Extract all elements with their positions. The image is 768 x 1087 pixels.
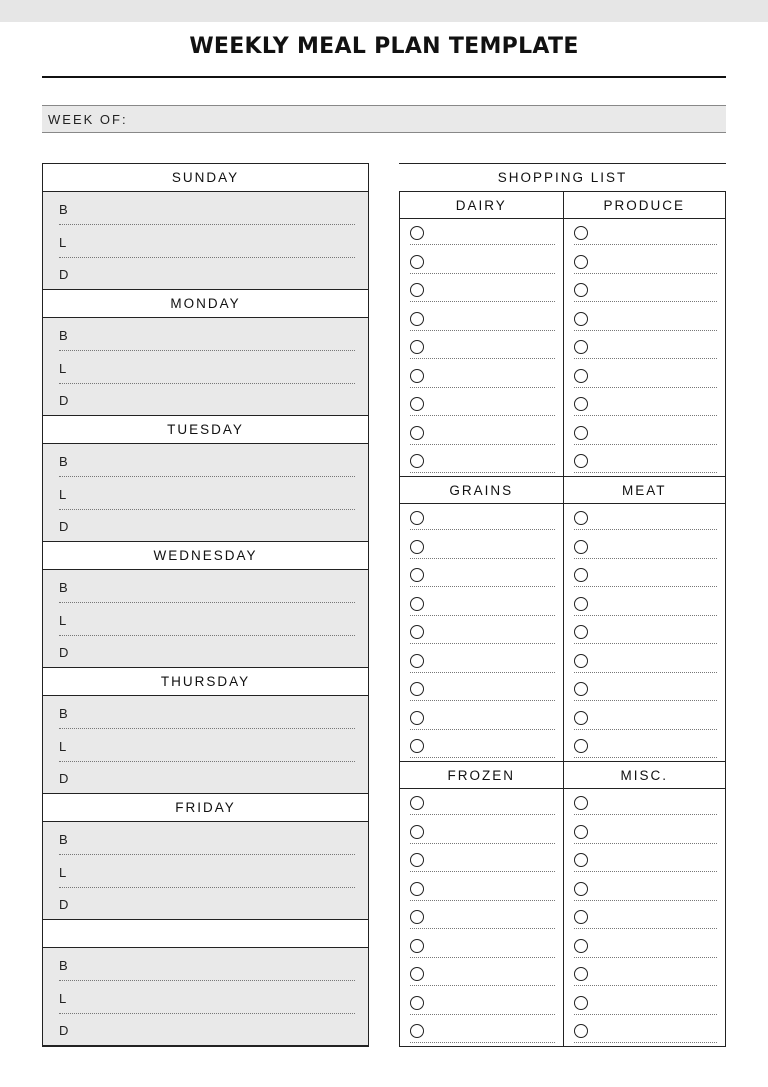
list-item[interactable] xyxy=(400,794,563,823)
empty-checkbox-circle-icon[interactable] xyxy=(410,255,424,269)
empty-checkbox-circle-icon[interactable] xyxy=(574,597,588,611)
writing-line[interactable] xyxy=(410,558,555,559)
empty-checkbox-circle-icon[interactable] xyxy=(410,597,424,611)
list-item[interactable] xyxy=(564,994,726,1023)
list-item[interactable] xyxy=(564,452,726,481)
list-item[interactable] xyxy=(564,1022,726,1051)
empty-checkbox-circle-icon[interactable] xyxy=(410,910,424,924)
empty-checkbox-circle-icon[interactable] xyxy=(574,825,588,839)
empty-checkbox-circle-icon[interactable] xyxy=(574,967,588,981)
category-column xyxy=(563,191,726,476)
writing-line[interactable] xyxy=(410,757,555,758)
writing-line[interactable] xyxy=(410,586,555,587)
writing-line[interactable] xyxy=(574,814,718,815)
writing-line[interactable] xyxy=(574,957,718,958)
list-item[interactable] xyxy=(564,851,726,880)
empty-checkbox-circle-icon[interactable] xyxy=(410,454,424,468)
empty-checkbox-circle-icon[interactable] xyxy=(410,739,424,753)
writing-line[interactable] xyxy=(410,244,555,245)
writing-line[interactable] xyxy=(59,635,355,636)
writing-line[interactable] xyxy=(410,985,555,986)
list-item[interactable] xyxy=(564,395,726,424)
writing-line[interactable] xyxy=(574,586,718,587)
list-item[interactable] xyxy=(564,680,726,709)
writing-line[interactable] xyxy=(59,602,355,603)
day-meals[interactable] xyxy=(42,821,369,919)
meal-label-breakfast: B xyxy=(59,706,68,721)
writing-line[interactable] xyxy=(574,558,718,559)
writing-line[interactable] xyxy=(574,387,718,388)
meal-label-dinner: D xyxy=(59,771,69,786)
meal-label-dinner: D xyxy=(59,519,69,534)
writing-line[interactable] xyxy=(59,509,355,510)
list-item[interactable] xyxy=(400,509,563,538)
empty-checkbox-circle-icon[interactable] xyxy=(410,369,424,383)
category-header: MEAT xyxy=(564,476,726,504)
list-item[interactable] xyxy=(400,310,563,339)
empty-checkbox-circle-icon[interactable] xyxy=(410,340,424,354)
meal-label-lunch: L xyxy=(59,739,67,754)
meal-label-lunch: L xyxy=(59,235,67,250)
day-section xyxy=(42,919,369,1045)
day-name: TUESDAY xyxy=(42,415,369,443)
day-name: WEDNESDAY xyxy=(42,541,369,569)
list-item[interactable] xyxy=(564,281,726,310)
list-item[interactable] xyxy=(400,994,563,1023)
empty-checkbox-circle-icon[interactable] xyxy=(574,226,588,240)
day-name: THURSDAY xyxy=(42,667,369,695)
empty-checkbox-circle-icon[interactable] xyxy=(410,996,424,1010)
list-item[interactable] xyxy=(400,680,563,709)
empty-checkbox-circle-icon[interactable] xyxy=(410,711,424,725)
category-items xyxy=(400,789,563,1046)
writing-line[interactable] xyxy=(410,643,555,644)
meal-label-dinner: D xyxy=(59,267,69,282)
writing-line[interactable] xyxy=(574,643,718,644)
list-item[interactable] xyxy=(564,652,726,681)
list-item[interactable] xyxy=(400,1022,563,1051)
list-item[interactable] xyxy=(564,566,726,595)
writing-line[interactable] xyxy=(410,957,555,958)
day-meals[interactable] xyxy=(42,443,369,541)
writing-line[interactable] xyxy=(59,476,355,477)
writing-line[interactable] xyxy=(410,843,555,844)
empty-checkbox-circle-icon[interactable] xyxy=(574,1024,588,1038)
writing-line[interactable] xyxy=(574,444,718,445)
writing-line[interactable] xyxy=(59,350,355,351)
meal-label-lunch: L xyxy=(59,361,67,376)
writing-line[interactable] xyxy=(410,273,555,274)
list-item[interactable] xyxy=(564,367,726,396)
meal-label-dinner: D xyxy=(59,645,69,660)
empty-checkbox-circle-icon[interactable] xyxy=(574,682,588,696)
writing-line[interactable] xyxy=(574,757,718,758)
list-item[interactable] xyxy=(400,623,563,652)
meal-label-lunch: L xyxy=(59,487,67,502)
empty-checkbox-circle-icon[interactable] xyxy=(574,910,588,924)
empty-checkbox-circle-icon[interactable] xyxy=(410,397,424,411)
week-of-field[interactable] xyxy=(42,105,726,133)
list-item[interactable] xyxy=(400,965,563,994)
day-name: SUNDAY xyxy=(42,163,369,191)
writing-line[interactable] xyxy=(410,330,555,331)
list-item[interactable] xyxy=(564,737,726,766)
empty-checkbox-circle-icon[interactable] xyxy=(410,283,424,297)
writing-line[interactable] xyxy=(574,301,718,302)
empty-checkbox-circle-icon[interactable] xyxy=(410,682,424,696)
list-item[interactable] xyxy=(400,395,563,424)
list-item[interactable] xyxy=(564,509,726,538)
empty-checkbox-circle-icon[interactable] xyxy=(574,996,588,1010)
empty-checkbox-circle-icon[interactable] xyxy=(574,796,588,810)
list-item[interactable] xyxy=(400,538,563,567)
empty-checkbox-circle-icon[interactable] xyxy=(410,1024,424,1038)
writing-line[interactable] xyxy=(574,529,718,530)
writing-line[interactable] xyxy=(410,615,555,616)
writing-line[interactable] xyxy=(410,928,555,929)
writing-line[interactable] xyxy=(574,244,718,245)
meal-label-dinner: D xyxy=(59,897,69,912)
empty-checkbox-circle-icon[interactable] xyxy=(574,511,588,525)
empty-checkbox-circle-icon[interactable] xyxy=(410,426,424,440)
writing-line[interactable] xyxy=(574,330,718,331)
empty-checkbox-circle-icon[interactable] xyxy=(574,397,588,411)
day-name: MONDAY xyxy=(42,289,369,317)
writing-line[interactable] xyxy=(59,761,355,762)
list-item[interactable] xyxy=(400,823,563,852)
list-item[interactable] xyxy=(564,338,726,367)
writing-line[interactable] xyxy=(574,472,718,473)
writing-line[interactable] xyxy=(410,700,555,701)
list-item[interactable] xyxy=(564,310,726,339)
list-item[interactable] xyxy=(564,794,726,823)
writing-line[interactable] xyxy=(410,472,555,473)
empty-checkbox-circle-icon[interactable] xyxy=(410,967,424,981)
empty-checkbox-circle-icon[interactable] xyxy=(574,882,588,896)
list-item[interactable] xyxy=(564,880,726,909)
writing-line[interactable] xyxy=(574,358,718,359)
category-row xyxy=(399,191,726,476)
list-item[interactable] xyxy=(400,595,563,624)
day-meals[interactable] xyxy=(42,317,369,415)
meal-label-dinner: D xyxy=(59,1023,69,1038)
category-items xyxy=(400,504,563,761)
empty-checkbox-circle-icon[interactable] xyxy=(410,882,424,896)
list-item[interactable] xyxy=(400,737,563,766)
writing-line[interactable] xyxy=(59,728,355,729)
meal-label-lunch: L xyxy=(59,991,67,1006)
title-divider xyxy=(42,76,726,78)
category-header: DAIRY xyxy=(400,191,563,219)
meal-label-breakfast: B xyxy=(59,454,68,469)
empty-checkbox-circle-icon[interactable] xyxy=(410,226,424,240)
writing-line[interactable] xyxy=(574,1042,718,1043)
writing-line[interactable] xyxy=(59,1013,355,1014)
meal-label-lunch: L xyxy=(59,865,67,880)
empty-checkbox-circle-icon[interactable] xyxy=(574,454,588,468)
empty-checkbox-circle-icon[interactable] xyxy=(574,255,588,269)
day-section xyxy=(42,541,369,667)
empty-checkbox-circle-icon[interactable] xyxy=(410,511,424,525)
category-header: MISC. xyxy=(564,761,726,789)
writing-line[interactable] xyxy=(410,387,555,388)
writing-line[interactable] xyxy=(410,529,555,530)
meal-label-breakfast: B xyxy=(59,328,68,343)
empty-checkbox-circle-icon[interactable] xyxy=(574,939,588,953)
empty-checkbox-circle-icon[interactable] xyxy=(410,654,424,668)
daily-meals-section xyxy=(42,163,369,1047)
list-item[interactable] xyxy=(400,253,563,282)
meal-label-dinner: D xyxy=(59,393,69,408)
writing-line[interactable] xyxy=(410,900,555,901)
category-column xyxy=(563,761,726,1046)
day-section xyxy=(42,793,369,919)
empty-checkbox-circle-icon[interactable] xyxy=(410,939,424,953)
writing-line[interactable] xyxy=(59,854,355,855)
list-item[interactable] xyxy=(400,880,563,909)
empty-checkbox-circle-icon[interactable] xyxy=(574,711,588,725)
writing-line[interactable] xyxy=(410,672,555,673)
list-item[interactable] xyxy=(564,937,726,966)
empty-checkbox-circle-icon[interactable] xyxy=(410,568,424,582)
shopping-list-title: SHOPPING LIST xyxy=(399,163,726,191)
day-meals[interactable] xyxy=(42,695,369,793)
list-item[interactable] xyxy=(400,452,563,481)
category-column xyxy=(400,476,563,761)
day-meals[interactable] xyxy=(42,947,369,1045)
writing-line[interactable] xyxy=(410,1014,555,1015)
day-section xyxy=(42,163,369,289)
writing-line[interactable] xyxy=(410,1042,555,1043)
list-item[interactable] xyxy=(564,823,726,852)
list-item[interactable] xyxy=(400,709,563,738)
list-item[interactable] xyxy=(400,338,563,367)
list-item[interactable] xyxy=(400,566,563,595)
writing-line[interactable] xyxy=(59,383,355,384)
list-item[interactable] xyxy=(564,595,726,624)
writing-line[interactable] xyxy=(59,257,355,258)
days-bottom-rule xyxy=(42,1045,369,1047)
day-name: FRIDAY xyxy=(42,793,369,821)
empty-checkbox-circle-icon[interactable] xyxy=(574,853,588,867)
empty-checkbox-circle-icon[interactable] xyxy=(574,369,588,383)
list-item[interactable] xyxy=(400,908,563,937)
writing-line[interactable] xyxy=(410,358,555,359)
category-column xyxy=(563,476,726,761)
writing-line[interactable] xyxy=(574,928,718,929)
day-section xyxy=(42,415,369,541)
meal-label-breakfast: B xyxy=(59,202,68,217)
list-item[interactable] xyxy=(400,281,563,310)
category-column xyxy=(400,191,563,476)
empty-checkbox-circle-icon[interactable] xyxy=(410,825,424,839)
empty-checkbox-circle-icon[interactable] xyxy=(574,340,588,354)
category-items xyxy=(564,504,726,761)
list-item[interactable] xyxy=(400,424,563,453)
writing-line[interactable] xyxy=(574,871,718,872)
empty-checkbox-circle-icon[interactable] xyxy=(574,568,588,582)
category-row xyxy=(399,761,726,1046)
writing-line[interactable] xyxy=(59,980,355,981)
list-item[interactable] xyxy=(564,908,726,937)
top-bar xyxy=(0,0,768,22)
list-item[interactable] xyxy=(400,224,563,253)
writing-line[interactable] xyxy=(59,887,355,888)
empty-checkbox-circle-icon[interactable] xyxy=(410,312,424,326)
writing-line[interactable] xyxy=(410,301,555,302)
category-column xyxy=(400,761,563,1046)
writing-line[interactable] xyxy=(410,415,555,416)
writing-line[interactable] xyxy=(574,273,718,274)
list-item[interactable] xyxy=(564,253,726,282)
empty-checkbox-circle-icon[interactable] xyxy=(574,283,588,297)
day-meals[interactable] xyxy=(42,569,369,667)
meal-label-breakfast: B xyxy=(59,958,68,973)
day-section xyxy=(42,289,369,415)
empty-checkbox-circle-icon[interactable] xyxy=(410,853,424,867)
writing-line[interactable] xyxy=(410,729,555,730)
empty-checkbox-circle-icon[interactable] xyxy=(574,654,588,668)
empty-checkbox-circle-icon[interactable] xyxy=(574,540,588,554)
writing-line[interactable] xyxy=(574,985,718,986)
empty-checkbox-circle-icon[interactable] xyxy=(410,540,424,554)
category-items xyxy=(564,789,726,1046)
list-item[interactable] xyxy=(400,937,563,966)
list-item[interactable] xyxy=(564,623,726,652)
writing-line[interactable] xyxy=(574,900,718,901)
writing-line[interactable] xyxy=(59,224,355,225)
list-item[interactable] xyxy=(564,224,726,253)
empty-checkbox-circle-icon[interactable] xyxy=(574,625,588,639)
shopping-list-section xyxy=(399,163,726,1047)
list-item[interactable] xyxy=(564,709,726,738)
writing-line[interactable] xyxy=(410,814,555,815)
writing-line[interactable] xyxy=(410,871,555,872)
writing-line[interactable] xyxy=(574,672,718,673)
list-item[interactable] xyxy=(564,965,726,994)
meal-label-breakfast: B xyxy=(59,580,68,595)
writing-line[interactable] xyxy=(574,615,718,616)
list-item[interactable] xyxy=(400,652,563,681)
list-item[interactable] xyxy=(564,424,726,453)
day-section xyxy=(42,667,369,793)
writing-line[interactable] xyxy=(574,415,718,416)
day-name xyxy=(42,919,369,947)
list-item[interactable] xyxy=(400,367,563,396)
category-header: FROZEN xyxy=(400,761,563,789)
writing-line[interactable] xyxy=(574,700,718,701)
list-item[interactable] xyxy=(564,538,726,567)
category-items xyxy=(400,219,563,476)
empty-checkbox-circle-icon[interactable] xyxy=(410,625,424,639)
week-of-label: WEEK OF: xyxy=(48,112,128,127)
list-item[interactable] xyxy=(400,851,563,880)
writing-line[interactable] xyxy=(574,843,718,844)
category-items xyxy=(564,219,726,476)
writing-line[interactable] xyxy=(574,729,718,730)
meal-label-breakfast: B xyxy=(59,832,68,847)
writing-line[interactable] xyxy=(410,444,555,445)
empty-checkbox-circle-icon[interactable] xyxy=(574,426,588,440)
category-header: PRODUCE xyxy=(564,191,726,219)
empty-checkbox-circle-icon[interactable] xyxy=(410,796,424,810)
empty-checkbox-circle-icon[interactable] xyxy=(574,739,588,753)
day-meals[interactable] xyxy=(42,191,369,289)
category-row xyxy=(399,476,726,761)
writing-line[interactable] xyxy=(574,1014,718,1015)
category-header: GRAINS xyxy=(400,476,563,504)
empty-checkbox-circle-icon[interactable] xyxy=(574,312,588,326)
page-title: WEEKLY MEAL PLAN TEMPLATE xyxy=(189,34,579,59)
meal-label-lunch: L xyxy=(59,613,67,628)
